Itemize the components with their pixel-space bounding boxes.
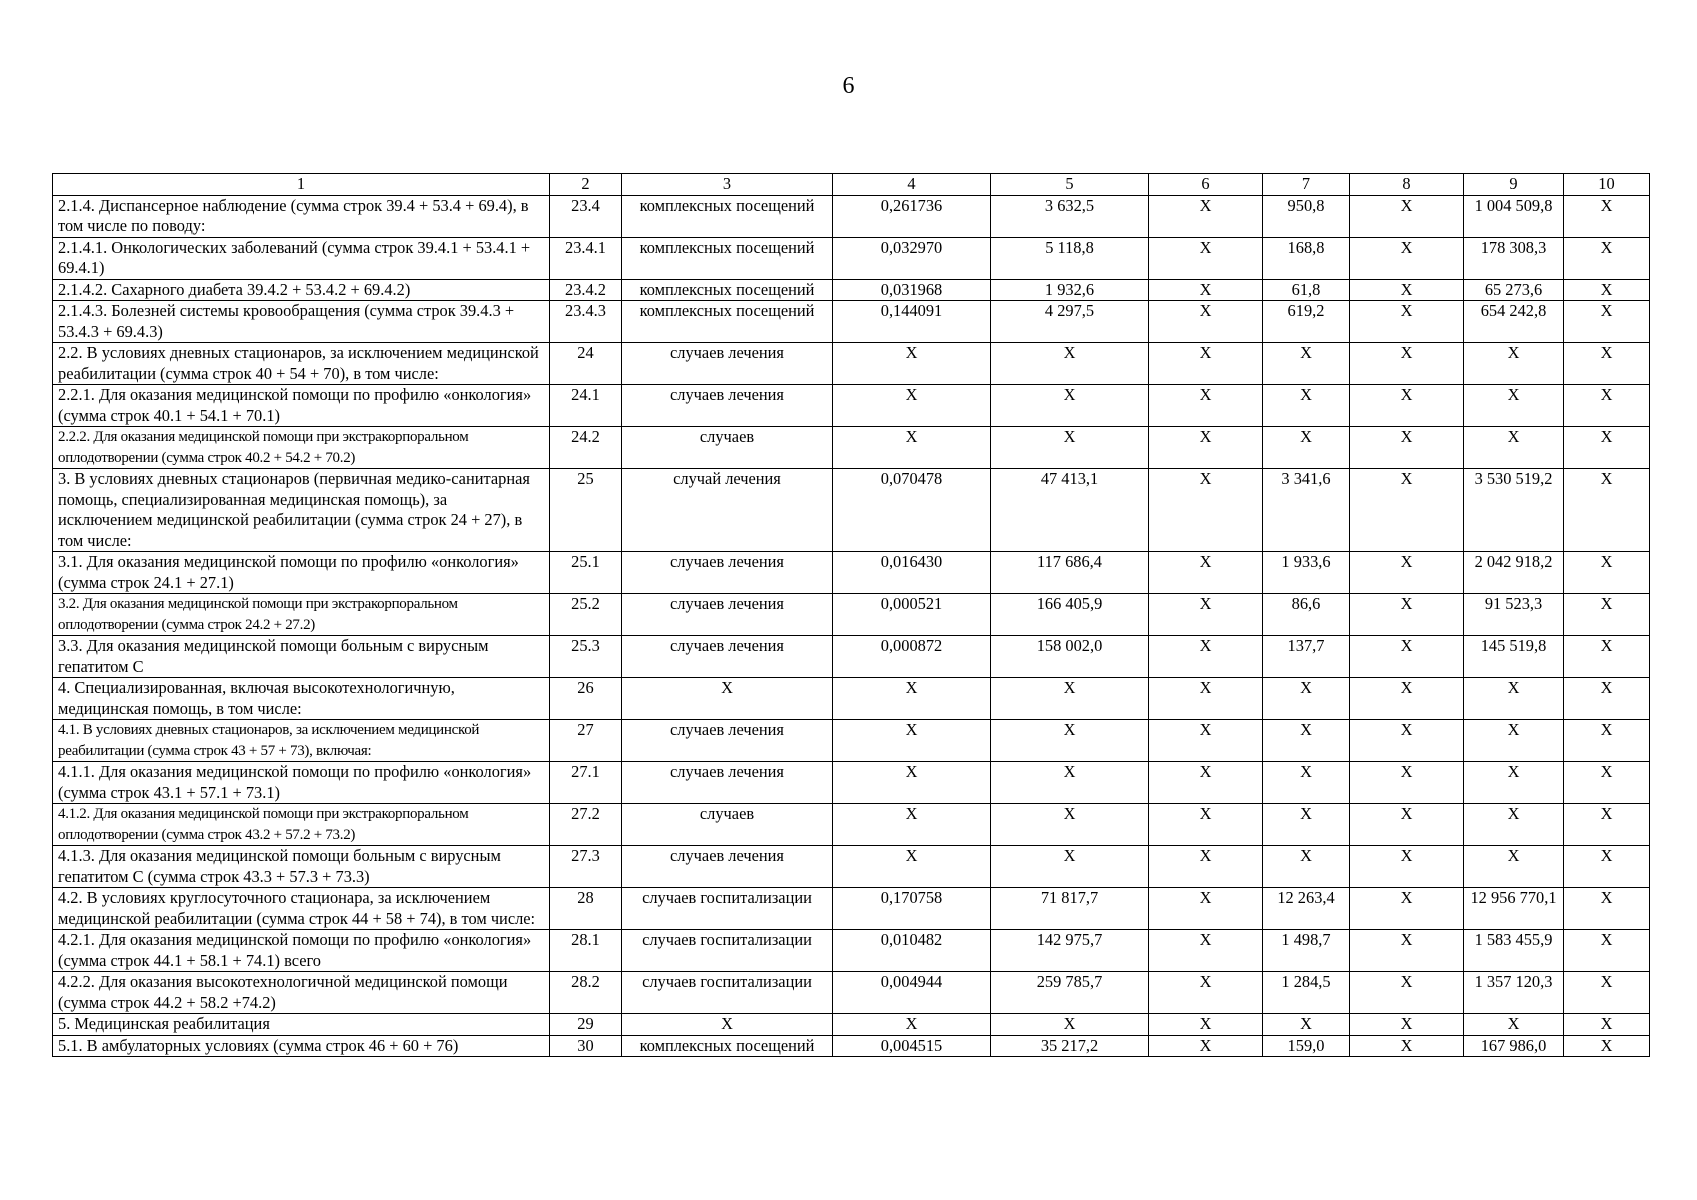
value-cell-9: X: [1464, 343, 1564, 385]
value-cell-4: 0,000521: [833, 594, 991, 636]
value-cell-10: X: [1564, 930, 1650, 972]
code-cell: 23.4.2: [550, 279, 622, 301]
name-cell: 4.1.2. Для оказания медицинской помощи при экстракорпоральном оплодотворении (сумма строк 43.2 + 57.2 + 73.2): [53, 804, 550, 846]
unit-cell: комплексных посещений: [622, 301, 833, 343]
unit-cell: случаев лечения: [622, 385, 833, 427]
value-cell-5: X: [991, 427, 1149, 469]
value-cell-4: 0,144091: [833, 301, 991, 343]
value-cell-10: X: [1564, 301, 1650, 343]
value-cell-5: 1 932,6: [991, 279, 1149, 301]
name-cell: 5.1. В амбулаторных условиях (сумма строк 46 + 60 + 76): [53, 1035, 550, 1057]
code-cell: 23.4.3: [550, 301, 622, 343]
table-row: [53, 279, 1650, 301]
value-cell-6: X: [1149, 804, 1263, 846]
value-cell-10: X: [1564, 678, 1650, 720]
value-cell-9: X: [1464, 678, 1564, 720]
table-row: [53, 195, 1650, 237]
name-cell: 5. Медицинская реабилитация: [53, 1014, 550, 1036]
value-cell-8: X: [1350, 195, 1464, 237]
name-cell: 4.1.1. Для оказания медицинской помощи по профилю «онкология» (сумма строк 43.1 + 57.1 + 73.1): [53, 762, 550, 804]
code-cell: 28.2: [550, 972, 622, 1014]
header-cell: 4: [833, 174, 991, 196]
value-cell-9: 178 308,3: [1464, 237, 1564, 279]
value-cell-9: X: [1464, 762, 1564, 804]
value-cell-10: X: [1564, 846, 1650, 888]
value-cell-6: X: [1149, 1014, 1263, 1036]
value-cell-9: X: [1464, 427, 1564, 469]
value-cell-4: X: [833, 762, 991, 804]
value-cell-5: X: [991, 762, 1149, 804]
value-cell-7: 619,2: [1263, 301, 1350, 343]
value-cell-9: X: [1464, 804, 1564, 846]
value-cell-7: X: [1263, 385, 1350, 427]
unit-cell: случаев лечения: [622, 594, 833, 636]
header-cell: 2: [550, 174, 622, 196]
value-cell-8: X: [1350, 279, 1464, 301]
table-row: [53, 762, 1650, 804]
code-cell: 23.4.1: [550, 237, 622, 279]
value-cell-8: X: [1350, 1014, 1464, 1036]
table-row: [53, 594, 1650, 636]
value-cell-7: X: [1263, 804, 1350, 846]
name-cell: 2.2. В условиях дневных стационаров, за исключением медицинской реабилитации (сумма строк 40 + 54 + 70), в том числе:: [53, 343, 550, 385]
value-cell-6: X: [1149, 636, 1263, 678]
header-cell: 9: [1464, 174, 1564, 196]
value-cell-4: 0,004944: [833, 972, 991, 1014]
value-cell-6: X: [1149, 279, 1263, 301]
value-cell-9: X: [1464, 385, 1564, 427]
header-cell: 5: [991, 174, 1149, 196]
value-cell-5: 47 413,1: [991, 469, 1149, 552]
code-cell: 25.1: [550, 552, 622, 594]
value-cell-5: 35 217,2: [991, 1035, 1149, 1057]
code-cell: 27: [550, 720, 622, 762]
name-cell: 2.2.2. Для оказания медицинской помощи при экстракорпоральном оплодотворении (сумма строк 40.2 + 54.2 + 70.2): [53, 427, 550, 469]
table-row: [53, 1035, 1650, 1057]
value-cell-8: X: [1350, 804, 1464, 846]
header-cell: 10: [1564, 174, 1650, 196]
value-cell-8: X: [1350, 636, 1464, 678]
value-cell-5: X: [991, 846, 1149, 888]
name-cell: 3.1. Для оказания медицинской помощи по профилю «онкология» (сумма строк 24.1 + 27.1): [53, 552, 550, 594]
name-cell: 3.2. Для оказания медицинской помощи при экстракорпоральном оплодотворении (сумма строк 24.2 + 27.2): [53, 594, 550, 636]
value-cell-4: X: [833, 1014, 991, 1036]
value-cell-4: X: [833, 427, 991, 469]
value-cell-4: X: [833, 846, 991, 888]
table-row: [53, 552, 1650, 594]
name-cell: 2.1.4.3. Болезней системы кровообращения (сумма строк 39.4.3 + 53.4.3 + 69.4.3): [53, 301, 550, 343]
value-cell-8: X: [1350, 594, 1464, 636]
value-cell-5: 71 817,7: [991, 888, 1149, 930]
unit-cell: случай лечения: [622, 469, 833, 552]
code-cell: 27.2: [550, 804, 622, 846]
header-cell: 6: [1149, 174, 1263, 196]
name-cell: 2.1.4. Диспансерное наблюдение (сумма строк 39.4 + 53.4 + 69.4), в том числе по поводу:: [53, 195, 550, 237]
value-cell-10: X: [1564, 720, 1650, 762]
value-cell-7: 3 341,6: [1263, 469, 1350, 552]
table-row: [53, 469, 1650, 552]
value-cell-9: X: [1464, 846, 1564, 888]
value-cell-8: X: [1350, 678, 1464, 720]
unit-cell: случаев лечения: [622, 762, 833, 804]
table-row: [53, 237, 1650, 279]
value-cell-8: X: [1350, 888, 1464, 930]
value-cell-6: X: [1149, 720, 1263, 762]
value-cell-6: X: [1149, 930, 1263, 972]
value-cell-7: 137,7: [1263, 636, 1350, 678]
table-row: [53, 804, 1650, 846]
value-cell-10: X: [1564, 469, 1650, 552]
value-cell-6: X: [1149, 195, 1263, 237]
value-cell-10: X: [1564, 594, 1650, 636]
value-cell-5: X: [991, 804, 1149, 846]
value-cell-4: 0,016430: [833, 552, 991, 594]
value-cell-7: 1 284,5: [1263, 972, 1350, 1014]
code-cell: 24: [550, 343, 622, 385]
unit-cell: случаев: [622, 427, 833, 469]
value-cell-6: X: [1149, 846, 1263, 888]
value-cell-10: X: [1564, 636, 1650, 678]
value-cell-6: X: [1149, 552, 1263, 594]
value-cell-7: 1 933,6: [1263, 552, 1350, 594]
name-cell: 2.1.4.1. Онкологических заболеваний (сумма строк 39.4.1 + 53.4.1 + 69.4.1): [53, 237, 550, 279]
unit-cell: комплексных посещений: [622, 195, 833, 237]
header-cell: 8: [1350, 174, 1464, 196]
value-cell-5: 166 405,9: [991, 594, 1149, 636]
table-row: [53, 888, 1650, 930]
unit-cell: случаев госпитализации: [622, 930, 833, 972]
value-cell-6: X: [1149, 427, 1263, 469]
unit-cell: случаев лечения: [622, 636, 833, 678]
value-cell-6: X: [1149, 762, 1263, 804]
value-cell-5: 4 297,5: [991, 301, 1149, 343]
value-cell-9: 1 004 509,8: [1464, 195, 1564, 237]
unit-cell: комплексных посещений: [622, 1035, 833, 1057]
code-cell: 24.1: [550, 385, 622, 427]
value-cell-7: X: [1263, 678, 1350, 720]
value-cell-6: X: [1149, 385, 1263, 427]
value-cell-6: X: [1149, 237, 1263, 279]
unit-cell: случаев госпитализации: [622, 972, 833, 1014]
value-cell-6: X: [1149, 888, 1263, 930]
value-cell-8: X: [1350, 237, 1464, 279]
value-cell-4: 0,031968: [833, 279, 991, 301]
value-cell-10: X: [1564, 195, 1650, 237]
value-cell-7: 168,8: [1263, 237, 1350, 279]
value-cell-9: 12 956 770,1: [1464, 888, 1564, 930]
value-cell-4: 0,032970: [833, 237, 991, 279]
value-cell-4: 0,004515: [833, 1035, 991, 1057]
value-cell-5: X: [991, 1014, 1149, 1036]
value-cell-10: X: [1564, 279, 1650, 301]
name-cell: 4.1.3. Для оказания медицинской помощи больным с вирусным гепатитом С (сумма строк 43.3 + 57.3 + 73.3): [53, 846, 550, 888]
table-row: [53, 930, 1650, 972]
name-cell: 4.2.1. Для оказания медицинской помощи по профилю «онкология» (сумма строк 44.1 + 58.1 + 74.1) всего: [53, 930, 550, 972]
value-cell-10: X: [1564, 1035, 1650, 1057]
code-cell: 27.1: [550, 762, 622, 804]
value-cell-6: X: [1149, 972, 1263, 1014]
value-cell-10: X: [1564, 762, 1650, 804]
name-cell: 3.3. Для оказания медицинской помощи больным с вирусным гепатитом С: [53, 636, 550, 678]
value-cell-8: X: [1350, 469, 1464, 552]
value-cell-8: X: [1350, 762, 1464, 804]
name-cell: 4.2.2. Для оказания высокотехнологичной медицинской помощи (сумма строк 44.2 + 58.2 +74.2): [53, 972, 550, 1014]
header-cell: 7: [1263, 174, 1350, 196]
value-cell-7: X: [1263, 846, 1350, 888]
value-cell-10: X: [1564, 804, 1650, 846]
value-cell-4: X: [833, 804, 991, 846]
value-cell-8: X: [1350, 1035, 1464, 1057]
table-body: [53, 195, 1650, 1057]
code-cell: 30: [550, 1035, 622, 1057]
value-cell-4: X: [833, 678, 991, 720]
unit-cell: случаев лечения: [622, 552, 833, 594]
value-cell-7: 61,8: [1263, 279, 1350, 301]
value-cell-9: 145 519,8: [1464, 636, 1564, 678]
value-cell-8: X: [1350, 846, 1464, 888]
value-cell-5: X: [991, 678, 1149, 720]
value-cell-5: 5 118,8: [991, 237, 1149, 279]
code-cell: 27.3: [550, 846, 622, 888]
value-cell-10: X: [1564, 343, 1650, 385]
table-row: [53, 972, 1650, 1014]
table-row: [53, 636, 1650, 678]
value-cell-10: X: [1564, 385, 1650, 427]
value-cell-9: X: [1464, 720, 1564, 762]
name-cell: 2.1.4.2. Сахарного диабета 39.4.2 + 53.4.2 + 69.4.2): [53, 279, 550, 301]
code-cell: 28: [550, 888, 622, 930]
value-cell-6: X: [1149, 469, 1263, 552]
table-row: [53, 678, 1650, 720]
value-cell-5: 117 686,4: [991, 552, 1149, 594]
name-cell: 3. В условиях дневных стационаров (первичная медико-санитарная помощь, специализированная медицинская помощь), за исключением медицинской реабилитации (сумма строк 24 + 27), в том числе:: [53, 469, 550, 552]
value-cell-7: X: [1263, 1014, 1350, 1036]
value-cell-5: 259 785,7: [991, 972, 1149, 1014]
value-cell-8: X: [1350, 930, 1464, 972]
header-cell: 3: [622, 174, 833, 196]
value-cell-10: X: [1564, 427, 1650, 469]
value-cell-8: X: [1350, 972, 1464, 1014]
name-cell: 4.1. В условиях дневных стационаров, за исключением медицинской реабилитации (сумма строк 43 + 57 + 73), включая:: [53, 720, 550, 762]
unit-cell: X: [622, 678, 833, 720]
code-cell: 29: [550, 1014, 622, 1036]
value-cell-4: X: [833, 385, 991, 427]
name-cell: 4.2. В условиях круглосуточного стационара, за исключением медицинской реабилитации (сумма строк 44 + 58 + 74), в том числе:: [53, 888, 550, 930]
value-cell-7: X: [1263, 343, 1350, 385]
code-cell: 24.2: [550, 427, 622, 469]
header-row: [53, 174, 1650, 196]
value-cell-7: X: [1263, 762, 1350, 804]
value-cell-9: 2 042 918,2: [1464, 552, 1564, 594]
unit-cell: X: [622, 1014, 833, 1036]
table-row: [53, 1014, 1650, 1036]
value-cell-8: X: [1350, 552, 1464, 594]
header-cell: 1: [53, 174, 550, 196]
value-cell-10: X: [1564, 237, 1650, 279]
table-row: [53, 343, 1650, 385]
unit-cell: случаев госпитализации: [622, 888, 833, 930]
table-row: [53, 846, 1650, 888]
unit-cell: случаев лечения: [622, 343, 833, 385]
value-cell-9: 1 357 120,3: [1464, 972, 1564, 1014]
value-cell-7: 1 498,7: [1263, 930, 1350, 972]
table-row: [53, 301, 1650, 343]
value-cell-5: 3 632,5: [991, 195, 1149, 237]
unit-cell: случаев лечения: [622, 846, 833, 888]
name-cell: 4. Специализированная, включая высокотехнологичную, медицинская помощь, в том числе:: [53, 678, 550, 720]
code-cell: 26: [550, 678, 622, 720]
table-row: [53, 720, 1650, 762]
value-cell-6: X: [1149, 301, 1263, 343]
value-cell-5: 158 002,0: [991, 636, 1149, 678]
unit-cell: комплексных посещений: [622, 279, 833, 301]
value-cell-9: 91 523,3: [1464, 594, 1564, 636]
value-cell-4: 0,070478: [833, 469, 991, 552]
value-cell-7: X: [1263, 720, 1350, 762]
value-cell-4: 0,000872: [833, 636, 991, 678]
value-cell-8: X: [1350, 720, 1464, 762]
value-cell-7: 159,0: [1263, 1035, 1350, 1057]
value-cell-7: 86,6: [1263, 594, 1350, 636]
value-cell-10: X: [1564, 1014, 1650, 1036]
code-cell: 23.4: [550, 195, 622, 237]
code-cell: 25.2: [550, 594, 622, 636]
table-row: [53, 427, 1650, 469]
value-cell-5: 142 975,7: [991, 930, 1149, 972]
value-cell-8: X: [1350, 301, 1464, 343]
value-cell-6: X: [1149, 343, 1263, 385]
value-cell-6: X: [1149, 678, 1263, 720]
value-cell-9: X: [1464, 1014, 1564, 1036]
value-cell-10: X: [1564, 552, 1650, 594]
value-cell-9: 167 986,0: [1464, 1035, 1564, 1057]
value-cell-10: X: [1564, 888, 1650, 930]
code-cell: 25: [550, 469, 622, 552]
name-cell: 2.2.1. Для оказания медицинской помощи по профилю «онкология» (сумма строк 40.1 + 54.1 + 70.1): [53, 385, 550, 427]
unit-cell: случаев: [622, 804, 833, 846]
value-cell-5: X: [991, 385, 1149, 427]
value-cell-6: X: [1149, 1035, 1263, 1057]
value-cell-8: X: [1350, 343, 1464, 385]
value-cell-6: X: [1149, 594, 1263, 636]
value-cell-8: X: [1350, 427, 1464, 469]
value-cell-5: X: [991, 343, 1149, 385]
value-cell-8: X: [1350, 385, 1464, 427]
value-cell-4: 0,170758: [833, 888, 991, 930]
value-cell-9: 1 583 455,9: [1464, 930, 1564, 972]
page-number: 6: [842, 73, 855, 99]
value-cell-4: 0,261736: [833, 195, 991, 237]
unit-cell: комплексных посещений: [622, 237, 833, 279]
value-cell-7: X: [1263, 427, 1350, 469]
value-cell-9: 65 273,6: [1464, 279, 1564, 301]
value-cell-9: 654 242,8: [1464, 301, 1564, 343]
value-cell-10: X: [1564, 972, 1650, 1014]
value-cell-7: 950,8: [1263, 195, 1350, 237]
code-cell: 25.3: [550, 636, 622, 678]
value-cell-4: X: [833, 343, 991, 385]
value-cell-4: X: [833, 720, 991, 762]
table-row: [53, 385, 1650, 427]
data-table: [52, 173, 1650, 1057]
unit-cell: случаев лечения: [622, 720, 833, 762]
value-cell-7: 12 263,4: [1263, 888, 1350, 930]
value-cell-9: 3 530 519,2: [1464, 469, 1564, 552]
code-cell: 28.1: [550, 930, 622, 972]
value-cell-4: 0,010482: [833, 930, 991, 972]
value-cell-5: X: [991, 720, 1149, 762]
